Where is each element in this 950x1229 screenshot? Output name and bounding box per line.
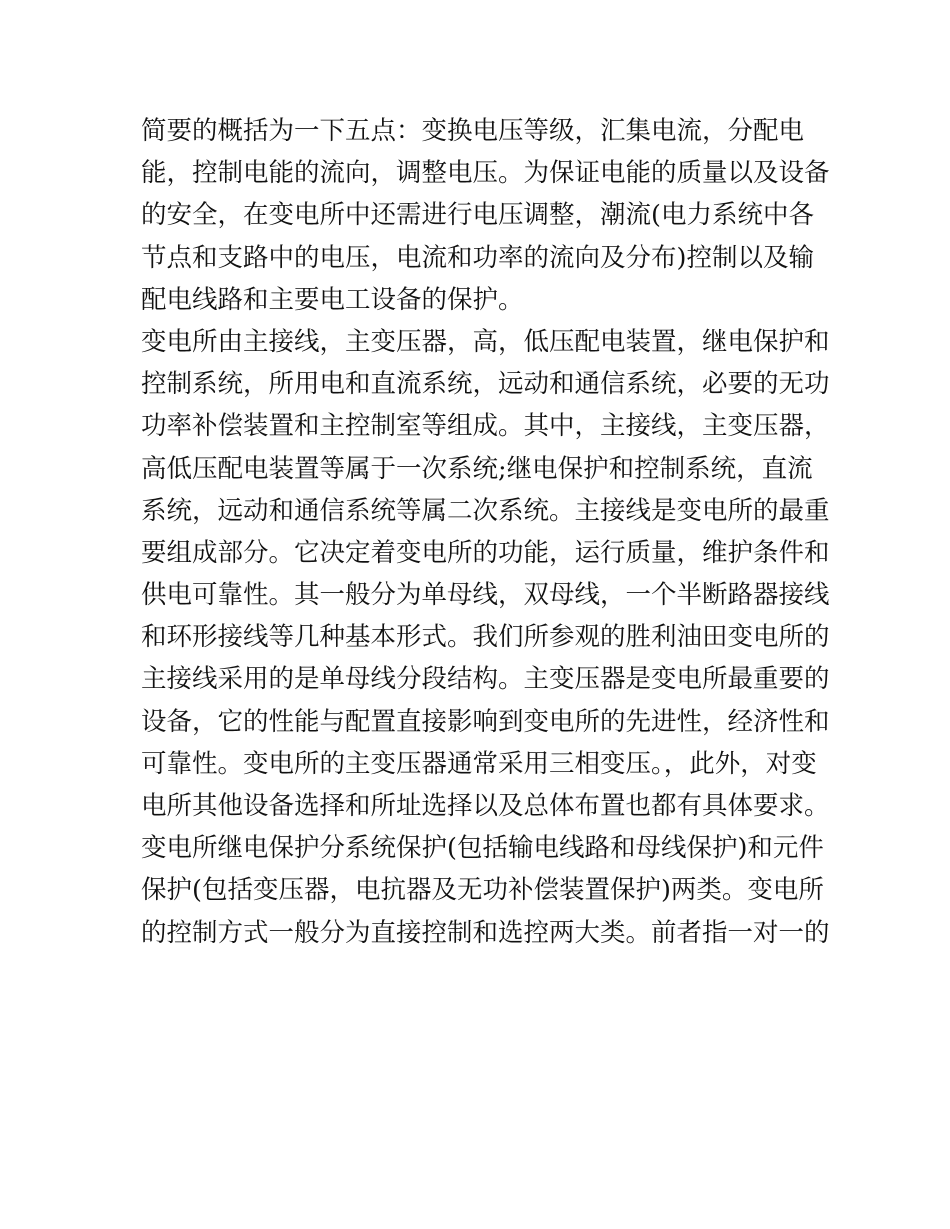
- text-line: 节点和支路中的电压，电流和功率的流向及分布)控制以及输: [141, 242, 814, 273]
- text-line: 的安全，在变电所中还需进行电压调整，潮流(电力系统中各: [141, 200, 814, 231]
- text-line: 和环形接线等几种基本形式。我们所参观的胜利油田变电所的: [141, 622, 830, 653]
- text-line: 要组成部分。它决定着变电所的功能，运行质量，维护条件和: [141, 537, 830, 568]
- body-text: [141, 110, 830, 954]
- text-line: 配电线路和主要电工设备的保护。: [141, 284, 524, 315]
- text-line: 保护(包括变压器，电抗器及无功补偿装置保护)两类。变电所: [141, 875, 824, 906]
- text-line: 主接线采用的是单母线分段结构。主变压器是变电所最重要的: [141, 664, 830, 695]
- text-line: 变电所继电保护分系统保护(包括输电线路和母线保护)和元件: [141, 833, 824, 864]
- text-line: 可靠性。变电所的主变压器通常采用三相变压。，此外，对变: [141, 748, 817, 779]
- text-line: 高低压配电装置等属于一次系统;继电保护和控制系统，直流: [141, 453, 813, 484]
- text-line: 能，控制电能的流向，调整电压。为保证电能的质量以及设备: [141, 158, 830, 189]
- text-line: 系统，远动和通信系统等属二次系统。主接线是变电所的最重: [141, 495, 830, 526]
- text-line: 功率补偿装置和主控制室等组成。其中，主接线，主变压器，: [141, 411, 830, 442]
- text-line: 供电可靠性。其一般分为单母线，双母线，一个半断路器接线: [141, 580, 830, 611]
- text-line: 设备，它的性能与配置直接影响到变电所的先进性，经济性和: [141, 706, 830, 737]
- text-line: 控制系统，所用电和直流系统，远动和通信系统，必要的无功: [141, 369, 830, 400]
- text-line: 电所其他设备选择和所址选择以及总体布置也都有具体要求。: [141, 791, 830, 821]
- text-line: 变电所由主接线，主变压器，高，低压配电装置，继电保护和: [141, 326, 830, 357]
- text-line: 的控制方式一般分为直接控制和选控两大类。前者指一对一的: [141, 917, 830, 948]
- text-line: 简要的概括为一下五点：变换电压等级，汇集电流，分配电: [141, 116, 805, 146]
